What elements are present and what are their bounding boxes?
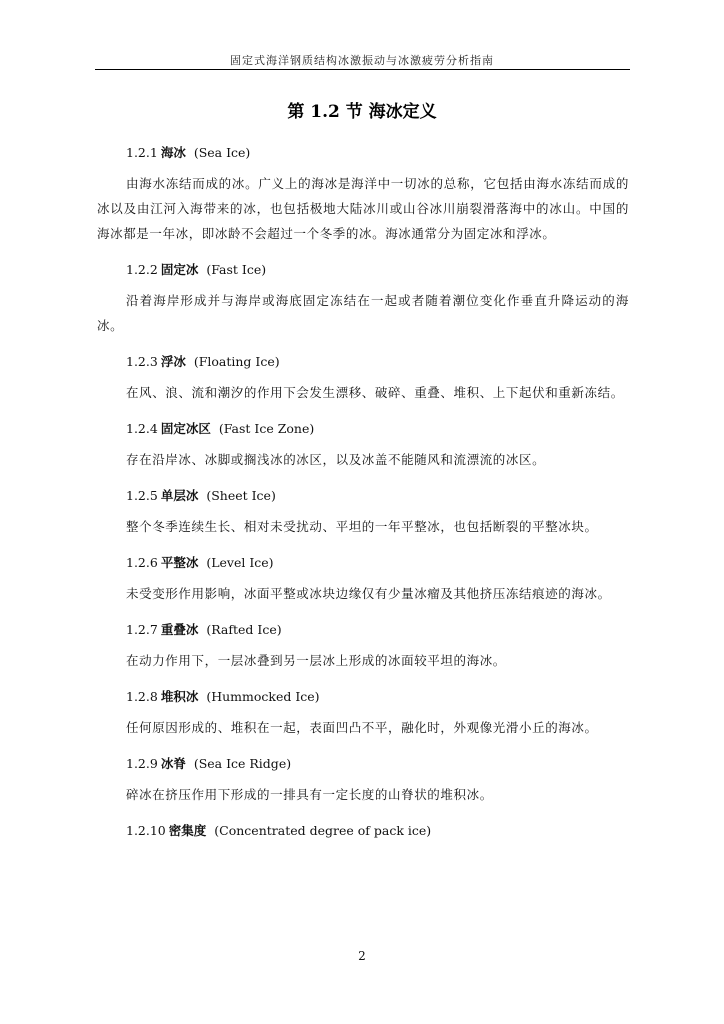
term-entry (97, 419, 629, 472)
term-entry (97, 143, 629, 246)
term-number: 1.2.10 (126, 823, 166, 838)
term-definition: 在动力作用下，一层冰叠到另一层冰上形成的冰面较平坦的海冰。 (126, 653, 506, 668)
term-definition: 存在沿岸冰、冰脚或搁浅冰的冰区，以及冰盖不能随风和流漂流的冰区。 (126, 452, 546, 467)
term-english-name: (Fast Ice) (206, 262, 267, 277)
term-chinese-name: 密集度 (168, 823, 207, 838)
header-rule (95, 69, 630, 70)
term-heading (97, 620, 629, 640)
term-english-name: (Hummocked Ice) (206, 689, 320, 704)
term-chinese-name: 单层冰 (160, 488, 199, 503)
term-chinese-name: 冰脊 (160, 756, 186, 771)
term-heading (97, 687, 629, 707)
term-number: 1.2.4 (126, 421, 158, 436)
term-english-name: (Concentrated degree of pack ice) (214, 823, 432, 838)
term-heading (97, 352, 629, 372)
term-english-name: (Sea Ice Ridge) (193, 756, 292, 771)
term-chinese-name: 固定冰区 (160, 421, 211, 436)
term-heading (97, 419, 629, 439)
term-number: 1.2.5 (126, 488, 158, 503)
term-entry (97, 687, 629, 740)
term-chinese-name: 堆积冰 (160, 689, 199, 704)
term-chinese-name: 重叠冰 (160, 622, 199, 637)
term-chinese-name: 固定冰 (160, 262, 199, 277)
document-body (97, 143, 629, 841)
term-english-name: (Fast Ice Zone) (218, 421, 315, 436)
term-entry (97, 352, 629, 405)
term-definition: 沿着海岸形成并与海岸或海底固定冻结在一起或者随着潮位变化作垂直升降运动的海冰。 (97, 293, 629, 333)
section-title: 第 1.2 节 海冰定义 (287, 102, 437, 122)
term-definition: 碎冰在挤压作用下形成的一排具有一定长度的山脊状的堆积冰。 (126, 787, 493, 802)
term-chinese-name: 浮冰 (160, 354, 186, 369)
term-heading (97, 486, 629, 506)
term-english-name: (Sheet Ice) (206, 488, 276, 503)
term-entry (97, 754, 629, 807)
term-english-name: (Sea Ice) (193, 145, 251, 160)
term-english-name: (Level Ice) (206, 555, 274, 570)
page-number: 2 (358, 949, 366, 963)
term-heading (97, 260, 629, 280)
term-definition: 任何原因形成的、堆积在一起，表面凹凸不平，融化时，外观像光滑小丘的海冰。 (126, 720, 598, 735)
term-entry (97, 553, 629, 606)
term-entry (97, 821, 629, 841)
term-heading (97, 754, 629, 774)
running-header: 固定式海洋钢质结构冰激振动与冰激疲劳分析指南 (230, 54, 494, 67)
term-english-name: (Rafted Ice) (206, 622, 282, 637)
term-entry (97, 260, 629, 338)
term-number: 1.2.2 (126, 262, 158, 277)
term-heading (97, 821, 629, 841)
term-definition: 由海水冻结而成的冰。广义上的海冰是海洋中一切冰的总称，它包括由海水冻结而成的冰以及由江河入海带来的冰，也包括极地大陆冰川或山谷冰川崩裂滑落海中的冰山。中国的海冰都是一年冰，即冰龄不会超过一个冬季的冰。海冰通常分为固定冰和浮冰。 (97, 176, 629, 241)
term-english-name: (Floating Ice) (193, 354, 280, 369)
term-entry (97, 620, 629, 673)
term-number: 1.2.7 (126, 622, 158, 637)
term-number: 1.2.8 (126, 689, 158, 704)
term-number: 1.2.6 (126, 555, 158, 570)
term-chinese-name: 平整冰 (160, 555, 199, 570)
term-heading (97, 143, 629, 163)
term-heading (97, 553, 629, 573)
term-definition: 整个冬季连续生长、相对未受扰动、平坦的一年平整冰，也包括断裂的平整冰块。 (126, 519, 598, 534)
term-number: 1.2.3 (126, 354, 158, 369)
term-number: 1.2.9 (126, 756, 158, 771)
term-definition: 在风、浪、流和潮汐的作用下会发生漂移、破碎、重叠、堆积、上下起伏和重新冻结。 (126, 385, 624, 400)
term-chinese-name: 海冰 (160, 145, 186, 160)
term-number: 1.2.1 (126, 145, 158, 160)
term-definition: 未受变形作用影响，冰面平整或冰块边缘仅有少量冰瘤及其他挤压冻结痕迹的海冰。 (126, 586, 611, 601)
term-entry (97, 486, 629, 539)
